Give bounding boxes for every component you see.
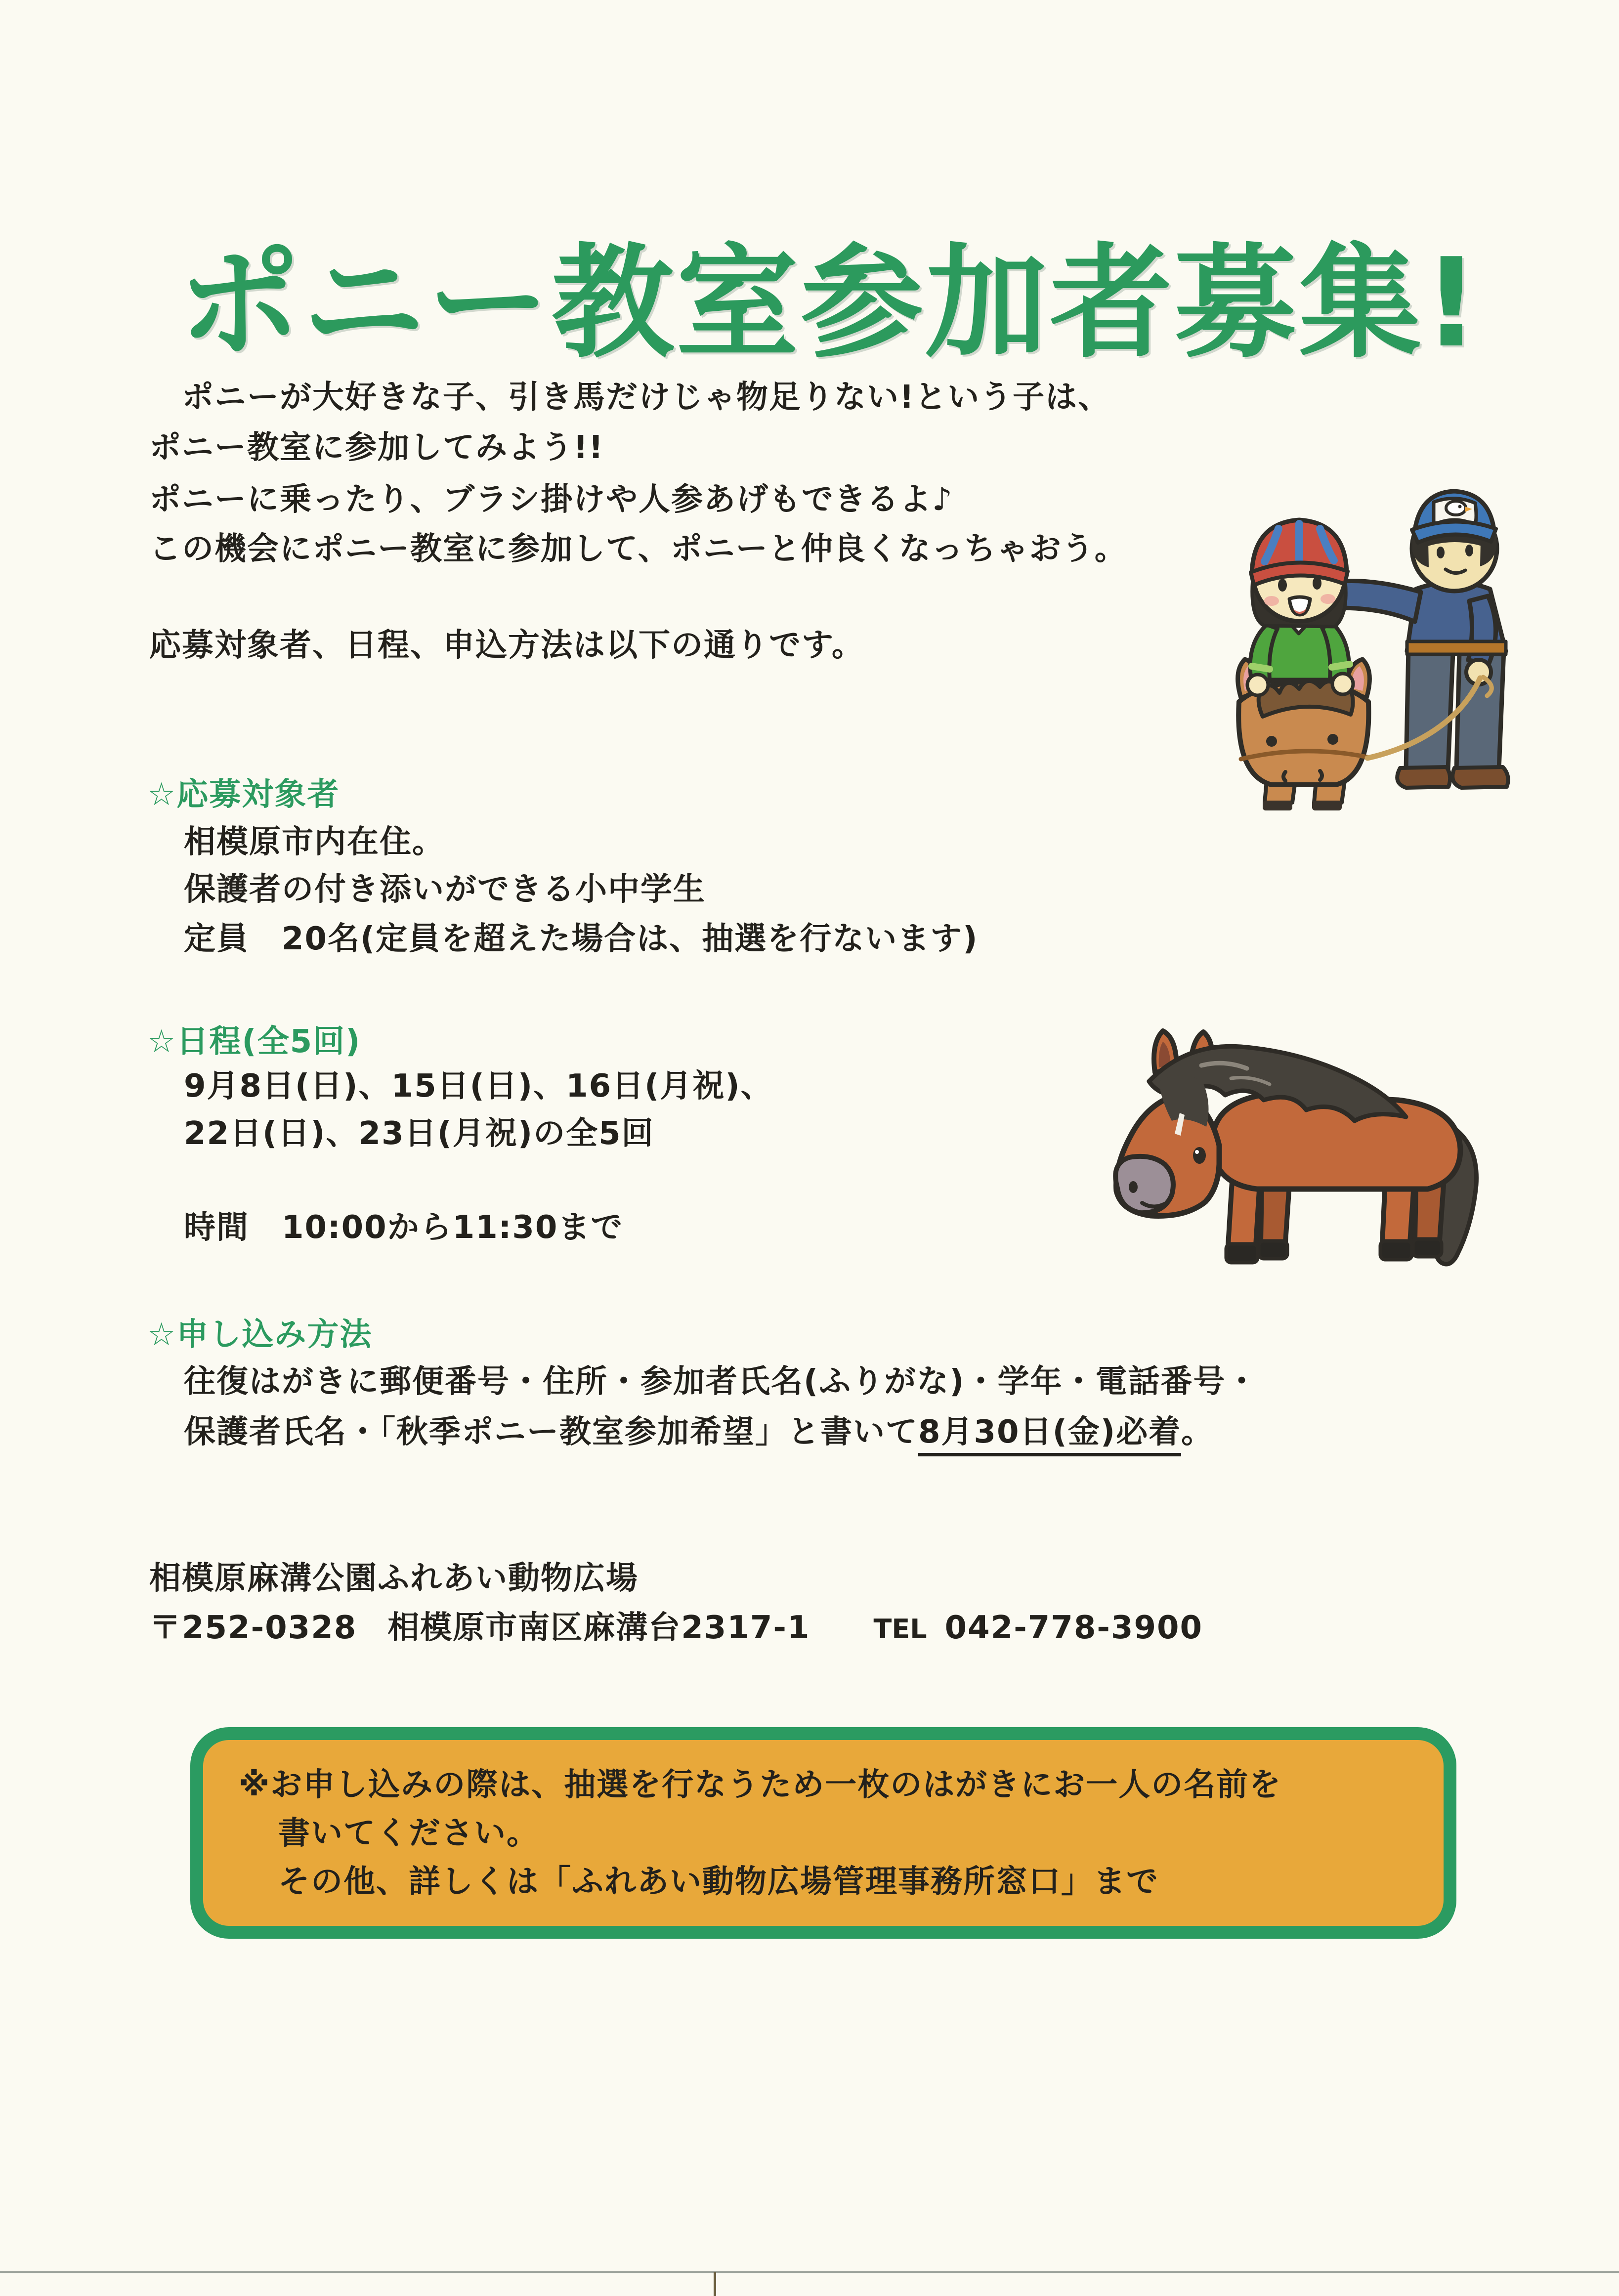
pony-ride-illustration [1184,465,1552,813]
schedule-dates-line-1: 9月8日(日)、15日(日)、16日(月祝)、 [184,1068,773,1105]
scan-edge-line [0,2271,1619,2273]
application-deadline: 8月30日(金)必着 [918,1414,1181,1456]
note-line-3: その他、詳しくは「ふれあい動物広場管理事務所窓口」まで [278,1864,1159,1900]
scan-crease-line [714,2272,716,2296]
overview-line: 応募対象者、日程、申込方法は以下の通りです。 [149,627,864,664]
application-line-1: 往復はがきに郵便番号・住所・参加者氏名(ふりがな)・学年・電話番号・ [184,1363,1259,1400]
application-heading: ☆申し込み方法 [147,1317,373,1353]
application-line-2-prefix: 保護者氏名・「秋季ポニー教室参加希望」と書いて [184,1414,918,1450]
note-line-2: 書いてください。 [278,1815,539,1852]
intro-line-1: ポニーが大好きな子、引き馬だけじゃ物足りない!という子は、 [149,379,1111,416]
contact-tel-label: TEL [873,1614,927,1645]
contact-address: 相模原市南区麻溝台2317-1 [387,1610,810,1646]
applicants-residence: 相模原市内在住。 [184,824,445,860]
schedule-heading: ☆日程(全5回) [147,1023,361,1060]
contact-address-line [149,1602,1203,1648]
flyer-title: ポニー教室参加者募集! [178,232,1482,375]
contact-postal: 〒252-0328 [149,1610,357,1646]
applicants-eligibility: 保護者の付き添いができる小中学生 [184,871,706,908]
intro-line-2: ポニー教室に参加してみよう!! [149,429,604,466]
intro-line-4: この機会にポニー教室に参加して、ポニーと仲良くなっちゃおう。 [149,531,1127,567]
contact-tel-number: 042-778-3900 [944,1610,1203,1646]
note-line-1: ※お申し込みの際は、抽選を行なうため一枚のはがきにお一人の名前を [239,1767,1282,1803]
applicants-capacity: 定員 20名(定員を超えた場合は、抽選を行ないます) [184,921,979,957]
application-line-2 [184,1406,1214,1452]
schedule-time-line: 時間 10:00から11:30まで [184,1209,624,1246]
intro-line-3: ポニーに乗ったり、ブラシ掛けや人参あげもできるよ♪ [149,481,953,518]
contact-name: 相模原麻溝公園ふれあい動物広場 [149,1560,639,1597]
application-line-2-suffix: 。 [1181,1414,1214,1450]
schedule-dates-line-2: 22日(日)、23日(月祝)の全5回 [184,1115,654,1152]
applicants-heading: ☆応募対象者 [147,776,340,813]
horse-illustration [1085,994,1525,1271]
note-box [190,1727,1456,1939]
